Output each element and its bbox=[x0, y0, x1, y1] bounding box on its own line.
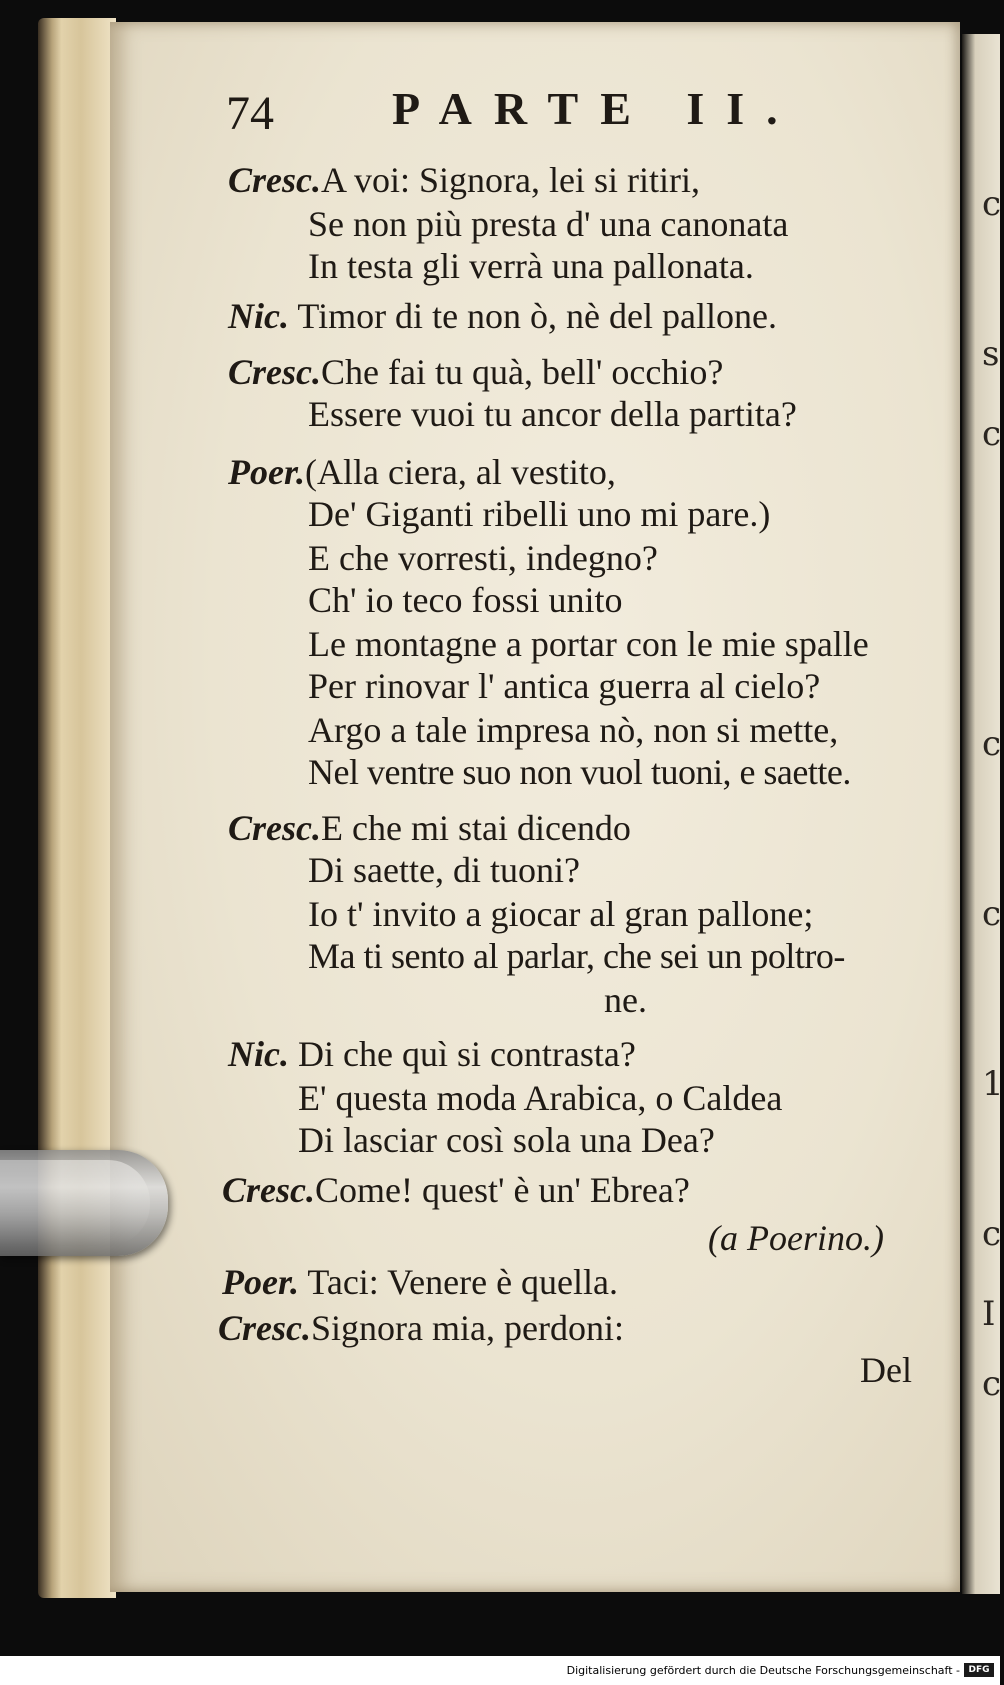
verse-line bbox=[298, 1120, 715, 1160]
verse-line bbox=[308, 580, 622, 620]
speaker-label: Cresc. bbox=[228, 808, 321, 848]
verse-line bbox=[308, 624, 869, 664]
verse-text: Argo a tale impresa nò, non si mette, bbox=[308, 710, 839, 750]
verse-text: E' questa moda Arabica, o Caldea bbox=[298, 1078, 783, 1118]
verse-text: Signora mia, perdoni: bbox=[311, 1308, 624, 1348]
verse-text: Essere vuoi tu ancor della partita? bbox=[308, 394, 797, 434]
speaker-label: Nic. bbox=[228, 296, 289, 336]
speaker-label: Cresc. bbox=[222, 1170, 315, 1210]
dfg-logo: DFG bbox=[964, 1663, 994, 1677]
verse-line bbox=[228, 160, 700, 200]
verse-text: Io t' invito a giocar al gran pallone; bbox=[308, 894, 814, 934]
verse-line bbox=[228, 1034, 636, 1074]
verse-text: (a Poerino.) bbox=[708, 1218, 884, 1258]
verse-text: (Alla ciera, al vestito, bbox=[305, 452, 616, 492]
page-clip-highlight bbox=[0, 1160, 150, 1246]
verse-text: Che fai tu quà, bell' occhio? bbox=[321, 352, 724, 392]
verse-text: In testa gli verrà una pallonata. bbox=[308, 246, 754, 286]
verse-text: A voi: Signora, lei si ritiri, bbox=[321, 160, 700, 200]
verse-line bbox=[604, 980, 647, 1020]
speaker-label: Poer. bbox=[228, 452, 305, 492]
verse-line bbox=[308, 494, 770, 534]
verse-text: Di lasciar così sola una Dea? bbox=[298, 1120, 715, 1160]
verse-text: ne. bbox=[604, 980, 647, 1020]
page-clip bbox=[0, 1150, 168, 1256]
verse-line bbox=[308, 752, 851, 792]
verse-text: Di saette, di tuoni? bbox=[308, 850, 580, 890]
verse-text: Ch' io teco fossi unito bbox=[308, 580, 623, 620]
verse-text: Taci: Venere è quella. bbox=[307, 1262, 619, 1302]
digitization-footer bbox=[0, 1656, 1000, 1685]
verse-line bbox=[308, 666, 820, 706]
verse-text: De' Giganti ribelli uno mi pare.) bbox=[308, 494, 771, 534]
verse-line bbox=[218, 1308, 624, 1348]
verse-line bbox=[228, 808, 631, 848]
stage-direction bbox=[708, 1218, 884, 1258]
page-number: 74 bbox=[226, 87, 274, 140]
verse-line bbox=[308, 204, 788, 244]
speaker-label: Nic. bbox=[228, 1034, 289, 1074]
speaker-label: Poer. bbox=[222, 1262, 299, 1302]
catchword: Del bbox=[860, 1350, 912, 1390]
verse-line bbox=[308, 894, 813, 934]
verse-line bbox=[298, 1078, 782, 1118]
verse-text: Timor di te non ò, nè del pallone. bbox=[297, 296, 777, 336]
verse-text: Ma ti sento al parlar, che sei un poltro- bbox=[308, 936, 845, 976]
verse-text: Le montagne a portar con le mie spalle bbox=[308, 624, 869, 664]
verse-line bbox=[222, 1262, 618, 1302]
verse-line bbox=[308, 538, 658, 578]
verse-line bbox=[308, 394, 797, 434]
verse-line bbox=[308, 246, 754, 286]
verse-text: Di che quì si contrasta? bbox=[297, 1034, 636, 1074]
verse-text: Se non più presta d' una canonata bbox=[308, 204, 789, 244]
verse-text: Per rinovar l' antica guerra al cielo? bbox=[308, 666, 821, 706]
facing-page-edge: c s c c c 1 c I c bbox=[962, 34, 1000, 1594]
verse-line bbox=[308, 710, 838, 750]
speaker-label: Cresc. bbox=[218, 1308, 311, 1348]
verse-line bbox=[308, 850, 580, 890]
verse-text: Nel ventre suo non vuol tuoni, e saette. bbox=[308, 752, 851, 792]
verse-line bbox=[222, 1170, 690, 1210]
running-title: PARTE II. bbox=[392, 83, 800, 134]
verse-line bbox=[308, 936, 845, 976]
funding-credit: Digitalisierung gefördert durch die Deutsche Forschungsgemeinschaft - bbox=[566, 1664, 960, 1677]
speaker-label: Cresc. bbox=[228, 352, 321, 392]
verse-text: Come! quest' è un' Ebrea? bbox=[315, 1170, 690, 1210]
verse-line bbox=[228, 452, 616, 492]
verse-text: E che mi stai dicendo bbox=[321, 808, 631, 848]
verse-text: E che vorresti, indegno? bbox=[308, 538, 658, 578]
verse-line bbox=[228, 352, 723, 392]
speaker-label: Cresc. bbox=[228, 160, 321, 200]
verse-line bbox=[228, 296, 777, 336]
